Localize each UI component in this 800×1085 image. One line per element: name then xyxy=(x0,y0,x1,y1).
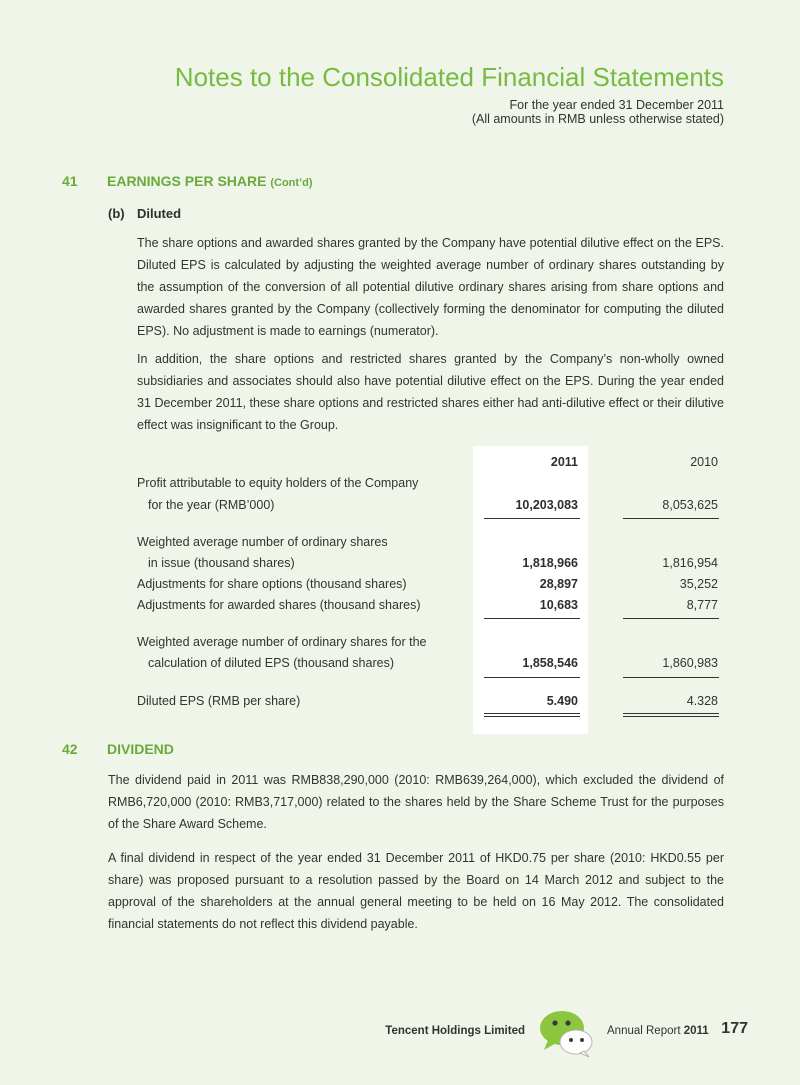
row-weighted-issue-2011: 1,818,966 xyxy=(522,556,578,570)
rule-2011-subtotal-3 xyxy=(484,677,580,678)
logo-eye-1 xyxy=(552,1020,557,1025)
subsection-b-letter: (b) xyxy=(108,206,125,221)
logo-bubble-small-tail xyxy=(580,1051,589,1057)
row-weighted-diluted-label-line2: calculation of diluted EPS (thousand shares) xyxy=(148,656,394,670)
logo-bubble-small xyxy=(560,1030,592,1054)
row-profit-label-line1: Profit attributable to equity holders of the Company xyxy=(137,476,419,490)
rule-2010-subtotal-2 xyxy=(623,618,719,619)
rule-2011-double-1 xyxy=(484,713,580,714)
row-awarded-shares-label: Adjustments for awarded shares (thousand shares) xyxy=(137,598,421,612)
row-profit-2011: 10,203,083 xyxy=(515,498,578,512)
dividend-paragraph-2: A final dividend in respect of the year ended 31 December 2011 of HKD0.75 per share (2010: HKD0.55 per share) was proposed pursuant to a resolution passed by the Board on 14 March 2012 and subject to the approval of the shareholders at the annual general meeting to be held on 16 May 2012. The consolidated financial statements do not reflect this dividend payable. xyxy=(108,851,724,931)
row-weighted-diluted-label-line1: Weighted average number of ordinary shares for the xyxy=(137,635,427,649)
section-41-heading xyxy=(62,173,313,189)
diluted-paragraph-2: In addition, the share options and restricted shares granted by the Company’s non-wholly owned subsidiaries and associates should also have potential dilutive effect on the EPS. During the year ended 31 December 2011, these share options and restricted shares either had anti-dilutive effect or their dilutive effect was insignificant to the Group. xyxy=(137,352,724,432)
page-number: 177 xyxy=(721,1020,748,1037)
rule-2011-subtotal-1 xyxy=(484,518,580,519)
section-42-heading xyxy=(62,741,174,757)
logo-eye-4 xyxy=(580,1038,584,1042)
footer-report-label: Annual Report xyxy=(607,1025,681,1037)
footer-report-title xyxy=(607,1025,709,1037)
rule-2010-double-2 xyxy=(623,716,719,717)
footer-company-name: Tencent Holdings Limited xyxy=(385,1025,525,1037)
page-title: Notes to the Consolidated Financial Statements xyxy=(174,62,724,92)
row-diluted-eps-2010: 4.328 xyxy=(686,694,718,708)
row-weighted-diluted-2011: 1,858,546 xyxy=(522,656,578,670)
row-share-options-2010: 35,252 xyxy=(679,577,718,591)
logo-eye-2 xyxy=(565,1020,570,1025)
subtitle-currency-note: (All amounts in RMB unless otherwise stated) xyxy=(471,112,724,126)
subtitle-period: For the year ended 31 December 2011 xyxy=(509,98,724,112)
row-profit-2010: 8,053,625 xyxy=(662,498,718,512)
row-diluted-eps-label: Diluted EPS (RMB per share) xyxy=(137,694,301,708)
page-subtitle xyxy=(472,98,724,126)
row-weighted-issue-2010: 1,816,954 xyxy=(662,556,718,570)
dividend-paragraph-1: The dividend paid in 2011 was RMB838,290,000 (2010: RMB639,264,000), which excluded the dividend of RMB6,720,000 (2010: RMB3,717,000) related to the shares held by the Share Scheme Trust for the purposes of the Share Award Scheme. xyxy=(108,773,724,831)
wechat-logo-icon xyxy=(536,1008,596,1058)
section-42-number: 42 xyxy=(62,741,78,757)
rule-2010-double-1 xyxy=(623,713,719,714)
row-share-options-label: Adjustments for share options (thousand shares) xyxy=(137,577,407,591)
row-awarded-shares-2011: 10,683 xyxy=(539,598,578,612)
row-weighted-issue-label-line1: Weighted average number of ordinary shares xyxy=(137,535,388,549)
row-profit-label-line2: for the year (RMB’000) xyxy=(148,498,275,512)
rule-2011-double-2 xyxy=(484,716,580,717)
section-41-title: EARNINGS PER SHARE xyxy=(107,173,267,189)
logo-eye-3 xyxy=(569,1038,573,1042)
section-41-continued: (Cont’d) xyxy=(270,177,313,189)
row-share-options-2011: 28,897 xyxy=(539,577,578,591)
subsection-b-heading xyxy=(108,206,181,221)
column-header-2011: 2011 xyxy=(550,455,578,469)
rule-2010-subtotal-3 xyxy=(623,677,719,678)
row-weighted-diluted-2010: 1,860,983 xyxy=(662,656,718,670)
rule-2011-subtotal-2 xyxy=(484,618,580,619)
section-41-number: 41 xyxy=(62,173,78,189)
rule-2010-subtotal-1 xyxy=(623,518,719,519)
diluted-paragraph-1: The share options and awarded shares granted by the Company have potential dilutive effect on the EPS. Diluted EPS is calculated by adjusting the weighted average number of ordinary shares outstanding by the assumption of the conversion of all potential dilutive ordinary shares arising from share options and awarded shares granted by the Company (collectively forming the denominator for computing the diluted EPS). No adjustment is made to earnings (numerator). xyxy=(137,236,724,338)
row-awarded-shares-2010: 8,777 xyxy=(686,598,718,612)
subsection-b-title: Diluted xyxy=(137,206,182,221)
section-42-title: DIVIDEND xyxy=(107,741,174,757)
footer-report-year: 2011 xyxy=(683,1025,709,1037)
column-header-2010: 2010 xyxy=(690,455,718,469)
row-diluted-eps-2011: 5.490 xyxy=(546,694,578,708)
row-weighted-issue-label-line2: in issue (thousand shares) xyxy=(148,556,295,570)
